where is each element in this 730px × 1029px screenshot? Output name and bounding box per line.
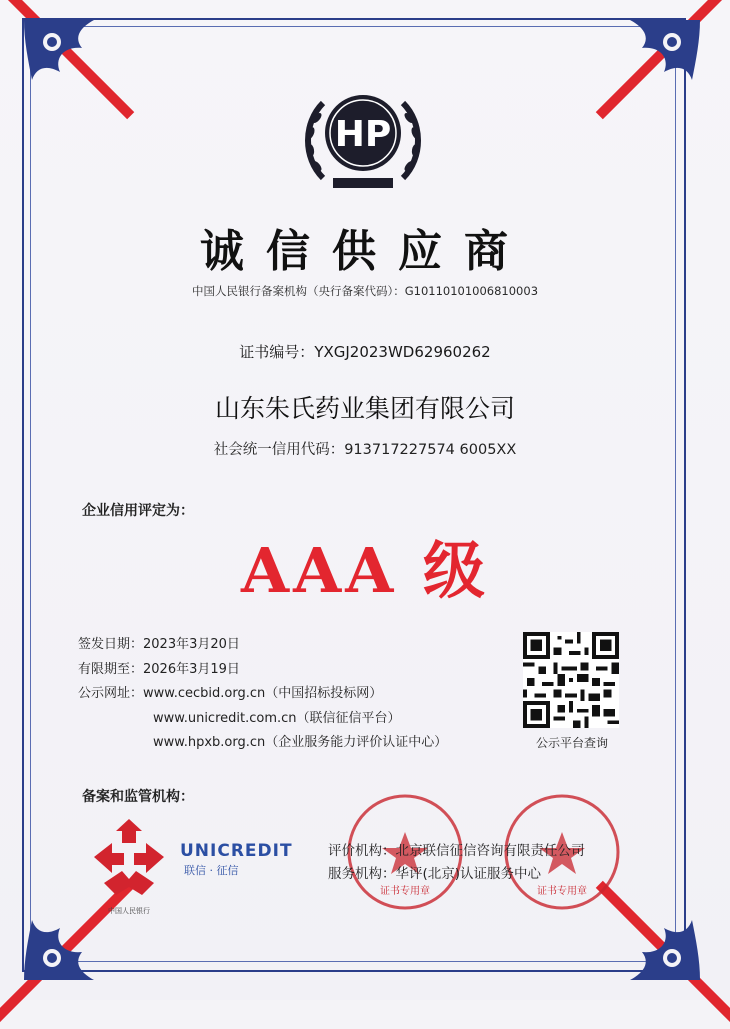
website-row [78,707,447,732]
issue-date-label: 签发日期： [78,637,144,652]
unicredit-logo-en: UNICREDIT [180,841,293,861]
pboc-caption: 中国人民银行 [108,907,150,915]
seal-caption: 证书专用章 [380,886,430,897]
evaluation-org-label: 评价机构： [328,843,396,859]
issue-date-row [78,633,447,658]
website-row [78,682,447,707]
qr-caption: 公示平台查询 [535,736,608,750]
credit-code-label: 社会统一信用代码： [213,442,345,458]
company-name: 山东朱氏药业集团有限公司 [214,394,515,423]
credit-grade: AAA 级 [241,534,489,607]
certificate-number-value: YXGJ2023WD62960262 [314,343,491,361]
expire-date-value: 2026年3月19日 [143,661,240,677]
website-link-unicredit[interactable]: www.unicredit.com.cn（联信征信平台） [153,710,401,726]
website-link-hpxb[interactable]: www.hpxb.org.cn（企业服务能力评价认证中心） [153,735,448,750]
website-label: 公示网址： [78,686,144,701]
certificate-details [78,633,447,756]
unicredit-logo-cn: 联信 · 征信 [184,864,239,877]
unicredit-logo [180,836,300,880]
pboc-logo [84,813,174,909]
corner-ornament-icon [24,20,144,110]
service-org-row [328,863,585,886]
certificate-number [0,341,730,362]
qr-code[interactable] [523,632,619,728]
corner-ornament-icon [580,20,700,110]
logo-text: HP [334,114,392,155]
registration-code: 中国人民银行备案机构（央行备案代码）：G10110101006810003 [191,284,539,298]
rating-label: 企业信用评定为： [82,503,194,519]
certificate-title: 诚信供应商 [200,226,530,277]
hp-emblem-logo [293,78,433,198]
website-link-cecbid[interactable]: www.cecbid.org.cn（中国招标投标网） [143,686,383,701]
evaluation-org: 北京联信征信咨询有限责任公司 [395,843,585,859]
website-row [78,731,447,756]
service-org: 华评(北京)认证服务中心 [395,866,542,882]
credit-code-value: 913717227574 6005XX [344,442,517,458]
supervision-label: 备案和监管机构： [82,789,194,805]
evaluation-org-row [328,840,585,863]
service-org-label: 服务机构： [328,866,396,882]
issue-date-value: 2023年3月20日 [143,637,240,652]
organizations [328,840,585,886]
seal-caption: 证书专用章 [537,886,587,897]
expire-date-label: 有限期至： [78,661,144,677]
certificate-number-label: 证书编号： [239,343,315,361]
expire-date-row [78,658,447,683]
credit-code [0,438,730,459]
